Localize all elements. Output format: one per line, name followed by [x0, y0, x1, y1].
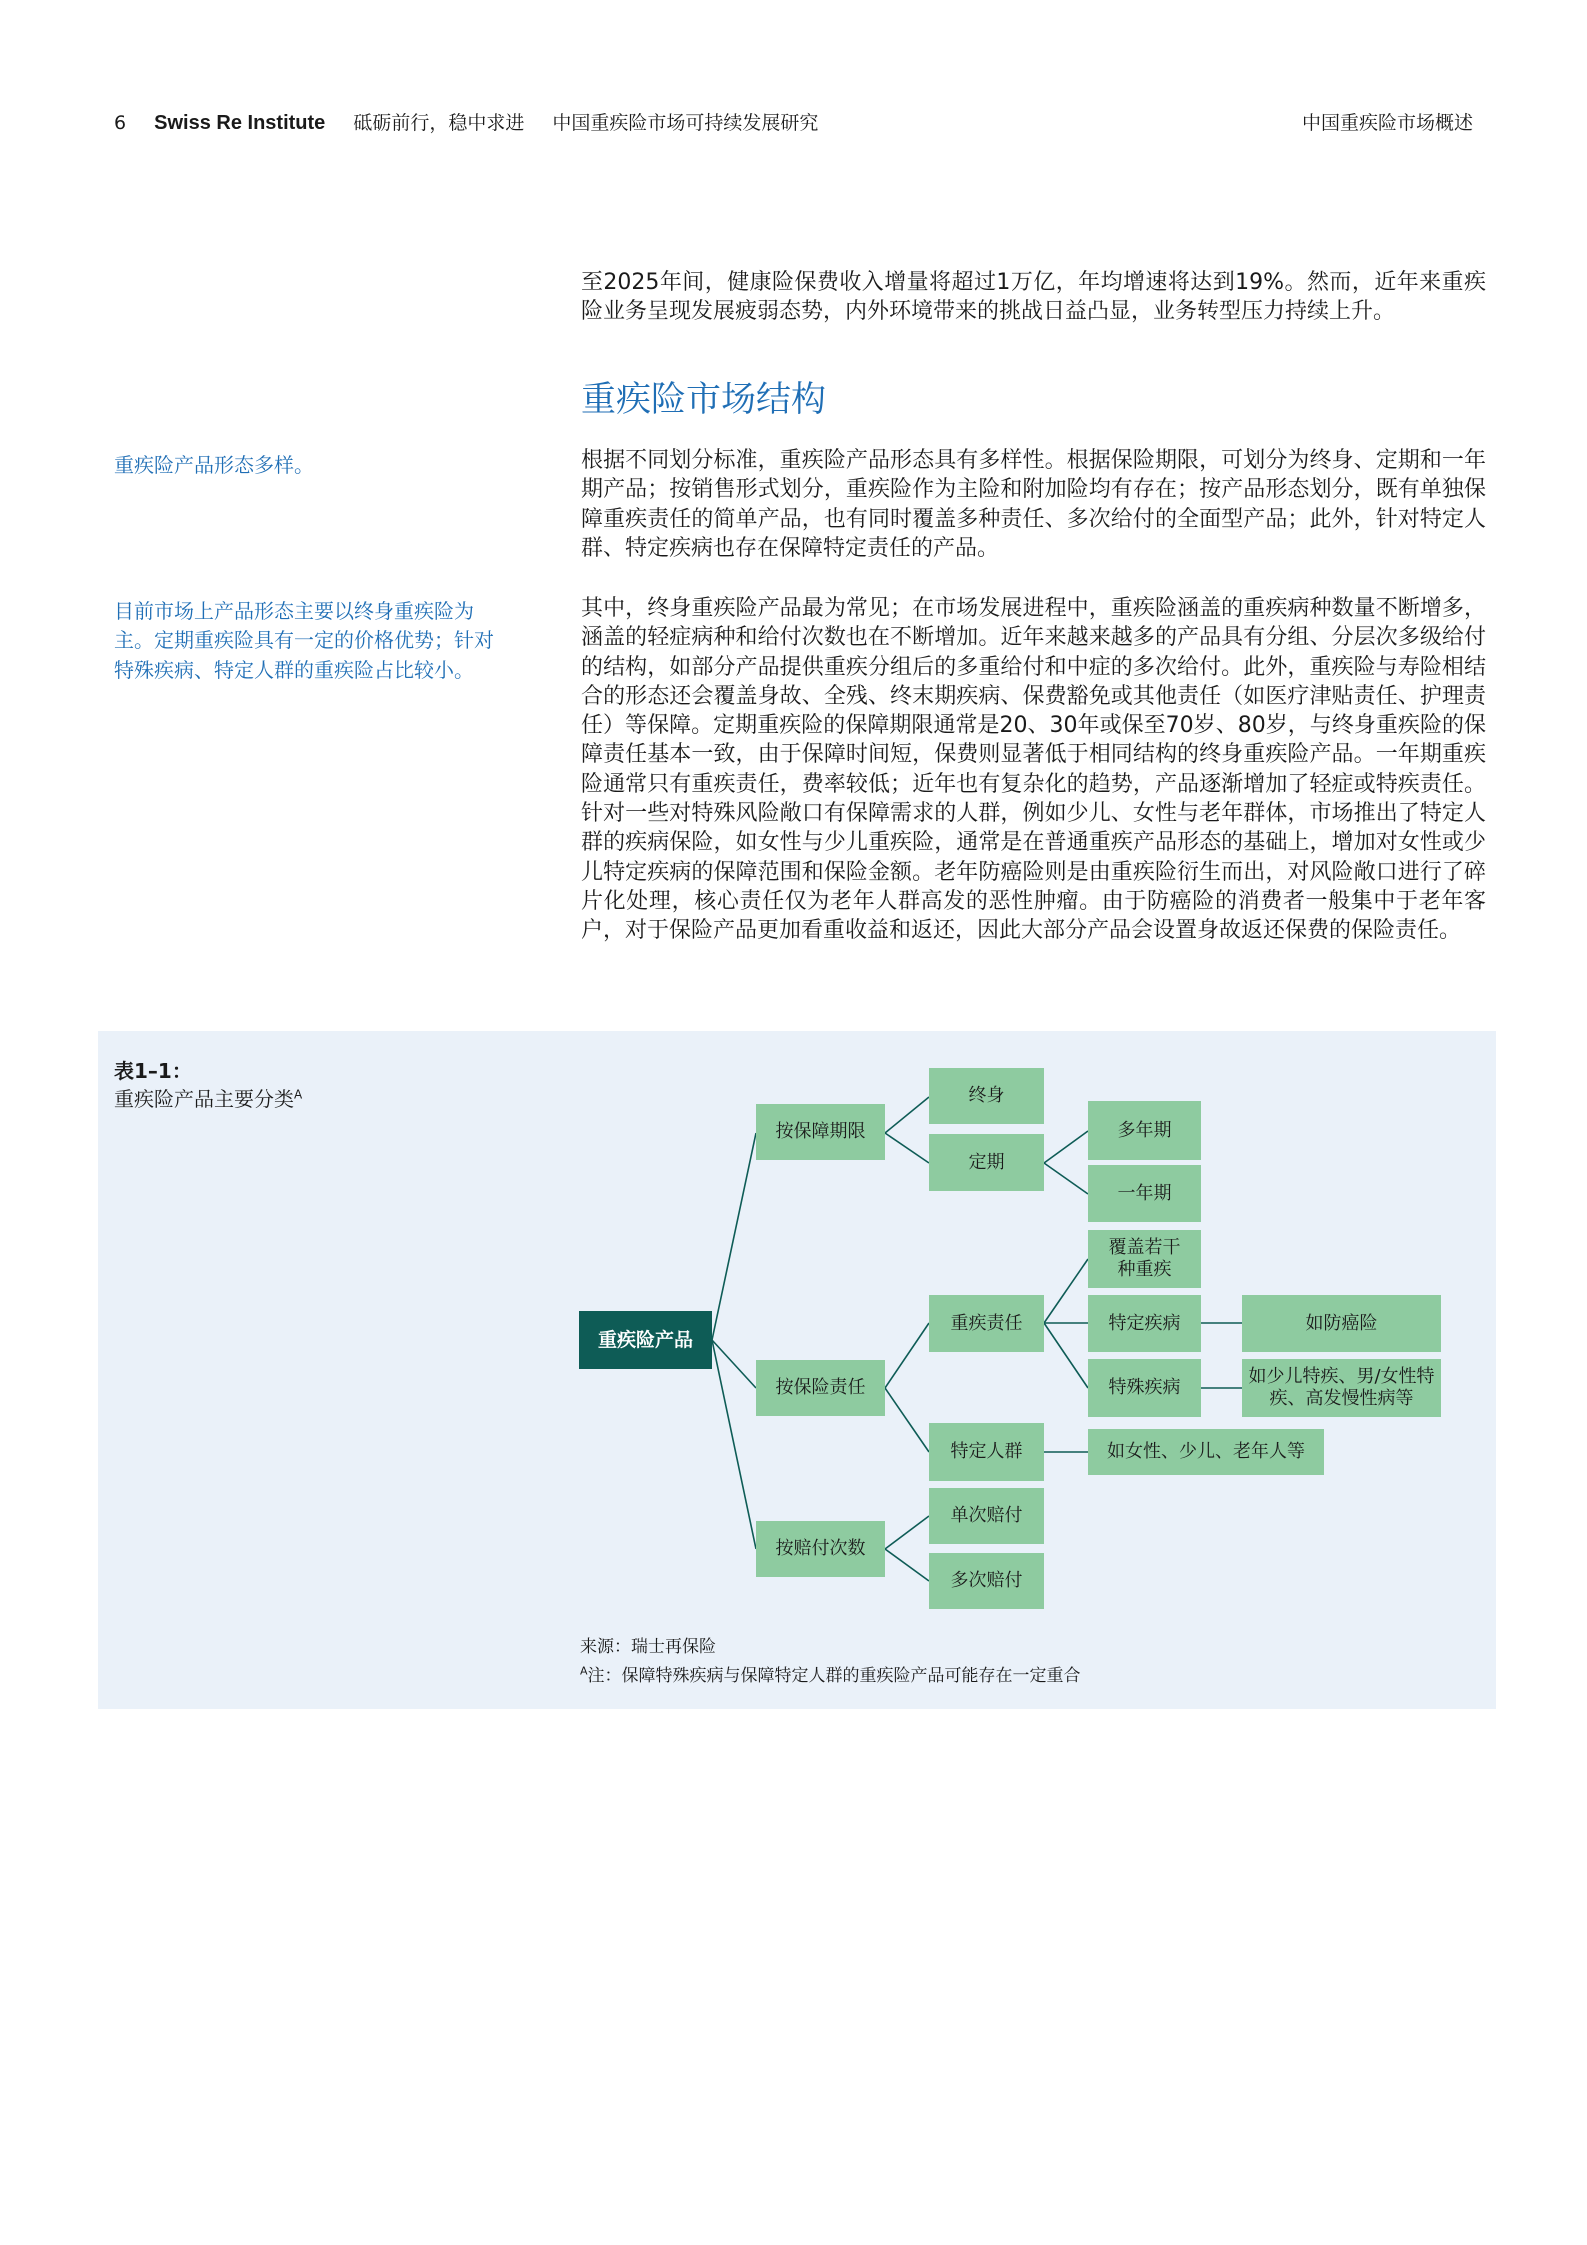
footnote-mark: A [580, 1664, 588, 1678]
node-by-payment: 按赔付次数 [756, 1521, 885, 1577]
figure-title: 重疾险产品主要分类$^A$ [114, 1087, 303, 1111]
node-lifetime: 终身 [929, 1068, 1044, 1124]
chapter-title: 中国重疾险市场概述 [1301, 112, 1473, 134]
node-specific-group: 特定人群 [929, 1423, 1044, 1481]
connector-root-payment [712, 1340, 756, 1549]
node-by-term: 按保障期限 [756, 1104, 885, 1160]
connector-root-coverage [712, 1340, 756, 1388]
node-one-year: 一年期 [1088, 1165, 1201, 1222]
connector-term-oneyear [1044, 1163, 1088, 1194]
node-multi-year: 多年期 [1088, 1101, 1201, 1160]
connector-coverage-group [885, 1388, 929, 1452]
node-cancer-example: 如防癌险 [1242, 1295, 1441, 1352]
header-left [114, 108, 818, 135]
connector-critical-special [1044, 1323, 1088, 1388]
report-title: 中国重疾险市场可持续发展研究 [552, 112, 819, 134]
classification-figure [98, 1031, 1496, 1709]
body-paragraph-2: 其中，终身重疾险产品最为常见；在市场发展进程中，重疾险涵盖的重疾病种数量不断增多，涵盖的轻症病种和给付次数也在不断增加。近年来越来越多的产品具有分组、分层次多级给付的结构，如部分产品提供重疾分组后的多重给付和中症的多次给付。此外，重疾险与寿险相结合的形态还会覆盖身故、全残、终末期疾病、保费豁免或其他责任（如医疗津贴责任、护理责任）等保障。定期重疾险的保障期限通常是20、30年或保至70岁、80岁，与终身重疾险的保障责任基本一致，由于保障时间短，保费则显著低于相同结构的终身重疾险产品。一年期重疾险通常只有重疾责任，费率较低；近年也有复杂化的趋势，产品逐渐增加了轻症或特疾责任。针对一些对特殊风险敞口有保障需求的人群，例如少儿、女性与老年群体，市场推出了特定人群的疾病保险，如女性与少儿重疾险，通常是在普通重疾产品形态的基础上，增加对女性或少儿特定疾病的保障范围和保险金额。老年防癌险则是由重疾险衍生而出，对风险敞口进行了碎片化处理，核心责任仅为老年人群高发的恶性肿瘤。由于防癌险的消费者一般集中于老年客户，对于保险产品更加看重收益和返还，因此大部分产品会设置身故返还保费的保险责任。 [581, 596, 1486, 944]
intro-paragraph: 至2025年间，健康险保费收入增量将超过1万亿，年均增速将达到19%。然而，近年来重疾险业务呈现发展疲弱态势，内外环境带来的挑战日益凸显，业务转型压力持续上升。 [581, 270, 1486, 325]
institute-name: Swiss Re Institute [154, 112, 326, 134]
connector-term-multi [1044, 1131, 1088, 1163]
figure-label: 表1–1： [114, 1059, 192, 1083]
node-term: 定期 [929, 1134, 1044, 1191]
connector-term-lifetime [885, 1097, 929, 1133]
node-special-disease: 特殊疾病 [1088, 1359, 1201, 1417]
node-several-illnesses: 覆盖若干种重疾 [1088, 1230, 1201, 1288]
sidenote-2: 目前市场上产品形态主要以终身重疾险为主。定期重疾险具有一定的价格优势；针对特殊疾病、特定人群的重疾险占比较小。 [114, 599, 494, 682]
node-group-examples: 如女性、少儿、老年人等 [1088, 1429, 1324, 1475]
connector-term-term [885, 1133, 929, 1163]
report-slogan: 砥砺前行，稳中求进 [353, 112, 525, 134]
connector-payment-multiple [885, 1549, 929, 1581]
page-header [114, 108, 1473, 138]
body-paragraph-1: 根据不同划分标准，重疾险产品形态具有多样性。根据保险期限，可划分为终身、定期和一年期产品；按销售形式划分，重疾险作为主险和附加险均有存在；按产品形态划分，既有单独保障重疾责任的简单产品，也有同时覆盖多种责任、多次给付的全面型产品；此外，针对特定人群、特定疾病也存在保障特定责任的产品。 [581, 448, 1486, 561]
connector-payment-single [885, 1516, 929, 1549]
node-by-coverage: 按保险责任 [756, 1360, 885, 1416]
sidenote-1: 重疾险产品形态多样。 [114, 453, 314, 477]
node-critical-illness-liability: 重疾责任 [929, 1295, 1044, 1352]
node-special-disease-examples: 如少儿特疾、男/女性特疾、高发慢性病等 [1242, 1359, 1441, 1417]
node-critical-illness-product: 重疾险产品 [579, 1311, 712, 1369]
connector-critical-several [1044, 1259, 1088, 1323]
connector-root-term [712, 1133, 756, 1340]
node-multiple-payment: 多次赔付 [929, 1553, 1044, 1609]
page-number: 6 [114, 112, 127, 134]
connector-coverage-critical [885, 1323, 929, 1388]
figure-source: 来源：瑞士再保险 [580, 1637, 716, 1657]
section-title: 重疾险市场结构 [581, 380, 827, 420]
figure-footnote: $^A$注：保障特殊疾病与保障特定人群的重疾险产品可能存在一定重合 [580, 1664, 1081, 1686]
figure-title-footnote-mark: A [294, 1087, 303, 1102]
node-single-payment: 单次赔付 [929, 1488, 1044, 1544]
node-specific-disease: 特定疾病 [1088, 1295, 1201, 1352]
